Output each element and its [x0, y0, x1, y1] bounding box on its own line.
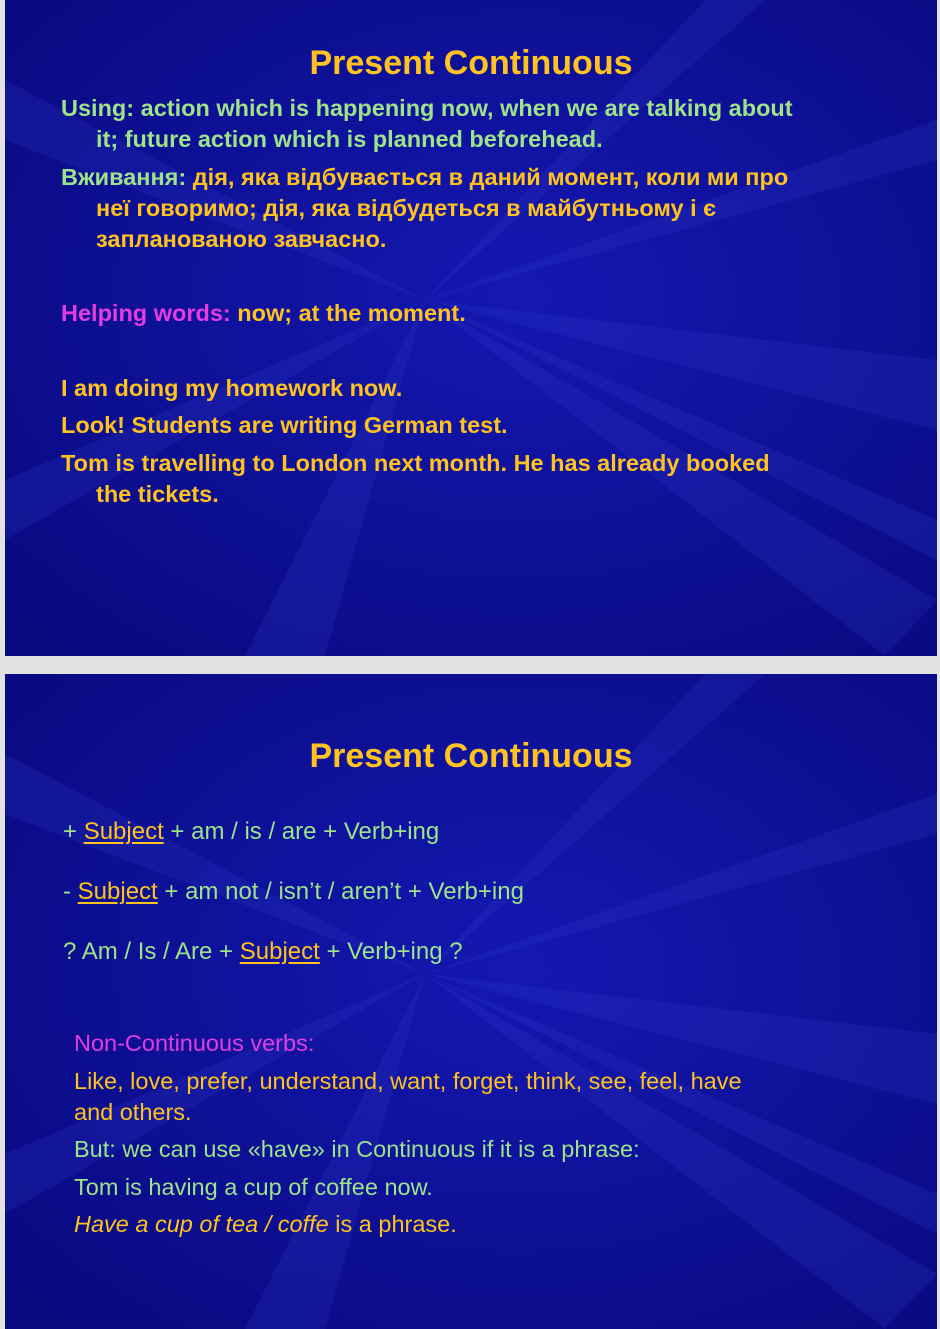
formula-rest: + am not / isn’t / aren’t + Verb+ing: [157, 878, 524, 905]
formula-rest: + am / is / are + Verb+ing: [163, 818, 440, 845]
slide-2: [5, 674, 937, 1329]
phrase-italic: Have a cup of tea / coffe: [74, 1211, 329, 1237]
ukrainian-line-3: запланованою завчасно.: [96, 226, 387, 252]
non-continuous-label: Non-Continuous verbs:: [74, 1030, 315, 1056]
formula-prefix: -: [63, 878, 78, 905]
using-line-1: Using: action which is happening now, when we are talking about: [61, 95, 793, 121]
example-3: [61, 448, 921, 510]
ukrainian-line-1: дія, яка відбувається в даний момент, коли ми про: [186, 164, 789, 190]
formula-prefix: +: [63, 818, 84, 845]
example-3-line-1: Tom is travelling to London next month. He has already booked: [61, 450, 770, 476]
formula-negative: [63, 876, 524, 907]
using-line-2: it; future action which is planned beforehead.: [96, 126, 603, 152]
example-3-line-2: the tickets.: [96, 481, 219, 507]
formula-subject: Subject: [77, 878, 158, 905]
example-2: Look! Students are writing German test.: [61, 412, 508, 438]
helping-words-text: now; at the moment.: [230, 300, 466, 326]
formula-subject: Subject: [239, 938, 320, 965]
tom-example: Tom is having a cup of coffee now.: [74, 1174, 433, 1200]
helping-words-label: Helping words:: [61, 300, 231, 326]
using-definition: [61, 93, 936, 155]
non-continuous-line-1: Like, love, prefer, understand, want, forget, think, see, feel, have: [74, 1068, 742, 1094]
slide-title: Present Continuous: [309, 737, 633, 775]
helping-words: [61, 298, 466, 329]
formula-question: [63, 936, 463, 967]
slide-title: Present Continuous: [309, 44, 633, 82]
formula-rest: + Verb+ing ?: [319, 938, 463, 965]
formula-prefix: ? Am / Is / Are +: [63, 938, 240, 965]
ukrainian-line-2: неї говоримо; дія, яка відбудеться в майбутньому і є: [96, 195, 717, 221]
non-continuous-line-2: and others.: [74, 1099, 192, 1125]
example-1: I am doing my homework now.: [61, 375, 403, 401]
formula-subject: Subject: [83, 818, 164, 845]
ukrainian-label: Вживання:: [61, 164, 187, 190]
phrase-rest: is a phrase.: [328, 1211, 457, 1237]
formula-positive: [63, 816, 439, 847]
ukrainian-definition: [61, 162, 901, 255]
phrase-note: [74, 1209, 457, 1240]
but-note: But: we can use «have» in Continuous if it is a phrase:: [74, 1136, 640, 1162]
non-continuous-list: [74, 1066, 924, 1128]
slide-1: [5, 0, 937, 656]
